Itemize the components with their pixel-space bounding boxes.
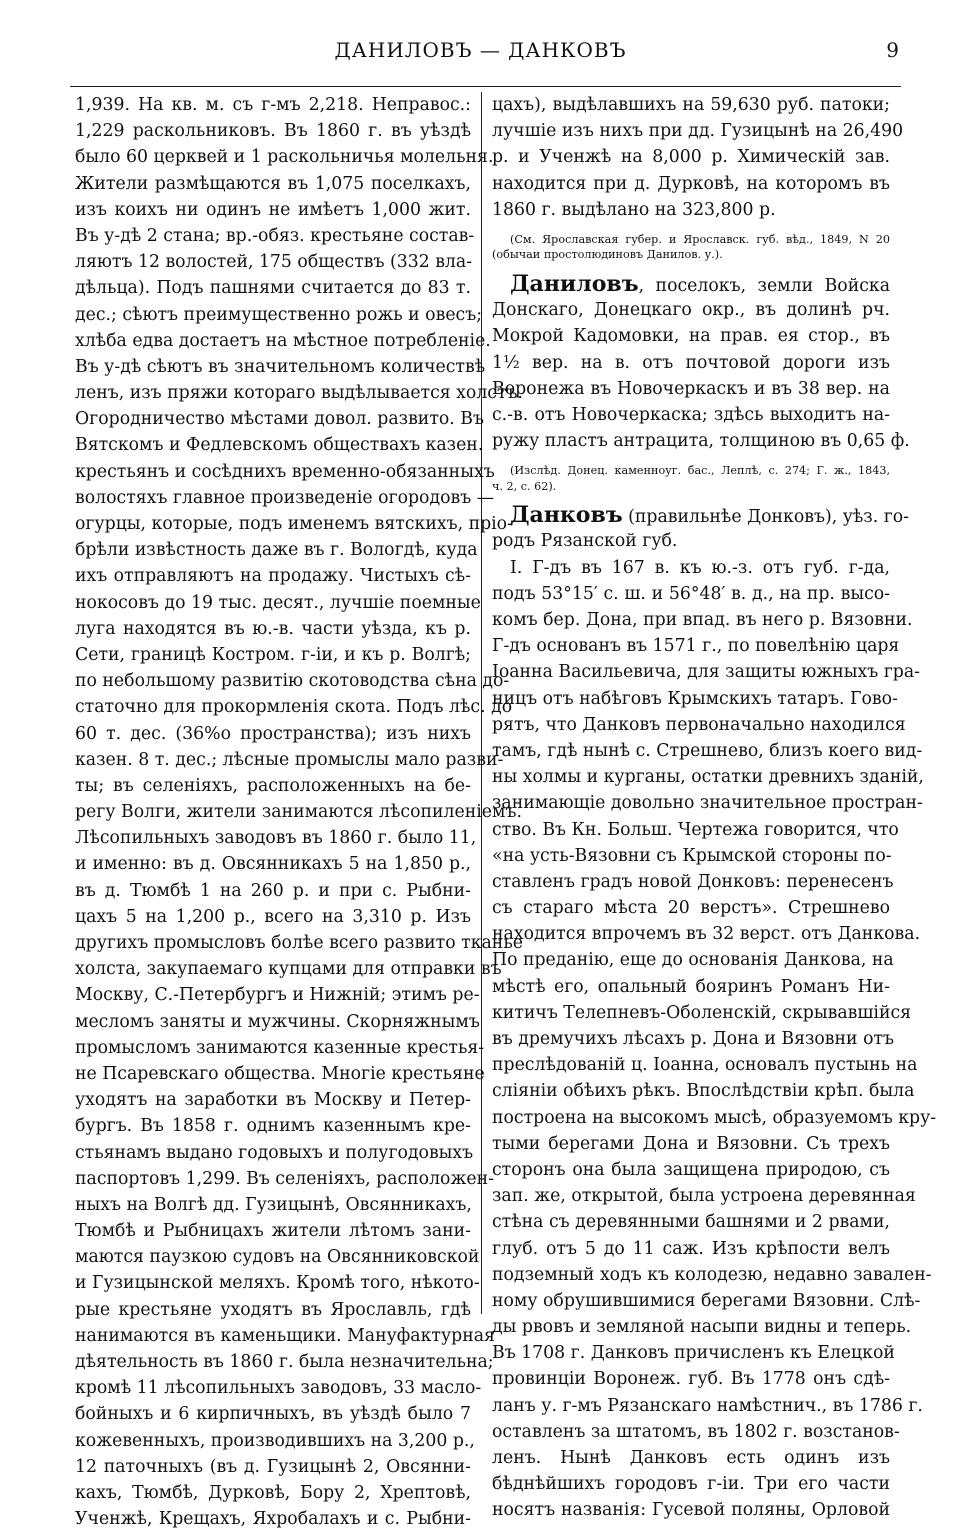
- source-reference: (Изслѣд. Донец. каменноуг. бас., Леплѣ, с. 274; Г. ж., 1843,: [510, 464, 890, 478]
- text-line: статочно для прокормленія скота. Подъ лѣс. до: [75, 697, 513, 718]
- text-line: находится при д. Дурковѣ, на которомъ въ: [492, 173, 890, 194]
- text-line: Въ у-дѣ 2 стана; вр.-обяз. крестьяне состав-: [75, 225, 475, 246]
- entry-heading-line: [492, 502, 910, 529]
- text-line: носятъ названія: Гусевой поляны, Орловой: [492, 1500, 890, 1521]
- text-line: Огородничество мѣстами довол. развито. Въ: [75, 409, 484, 430]
- text-line: тыми берегами Дона и Вязовни. Съ трехъ: [492, 1133, 890, 1154]
- text-line: съ стараго мѣста 20 верстъ». Стрешнево: [492, 898, 890, 919]
- text-line: глуб. отъ 5 до 11 саж. Изъ крѣпости велъ: [492, 1238, 890, 1259]
- text-line: По преданію, еще до основанія Данкова, на: [492, 950, 894, 971]
- text-line: Іоанна Васильевича, для защиты южныхъ гра-: [492, 662, 920, 683]
- text-line: уходятъ на заработки въ Москву и Петер-: [75, 1090, 471, 1111]
- text-line: ихъ отправляютъ на продажу. Чистыхъ сѣ-: [75, 566, 471, 587]
- text-line: ланъ у. г-мъ Рязанскаго намѣстнич., въ 1786 г.: [492, 1395, 923, 1416]
- text-line: лучшіе изъ нихъ при дд. Гузицынѣ на 26,490: [492, 121, 904, 142]
- text-line: въ д. Тюмбѣ 1 на 260 р. и при с. Рыбни-: [75, 880, 471, 901]
- text-line: провинціи Воронеж. губ. Въ 1778 онъ сдѣ-: [492, 1369, 890, 1390]
- entry-headword: Данковъ: [510, 502, 623, 529]
- text-line: кахъ, Тюмбѣ, Дурковѣ, Бору 2, Хрептовѣ,: [75, 1482, 471, 1503]
- text-line: подземный ходъ къ колодезю, недавно завален-: [492, 1264, 932, 1285]
- text-line: цахъ 5 на 1,200 р., всего на 3,310 р. Изъ: [75, 906, 471, 927]
- text-line: занимающіе довольно значительное простран-: [492, 793, 923, 814]
- text-line: и именно: въ д. Овсянникахъ 5 на 1,850 р.,: [75, 854, 471, 875]
- text-line: находится впрочемъ въ 32 верст. отъ Данкова.: [492, 924, 921, 945]
- text-line: подъ 53°15′ с. ш. и 56°48′ в. д., на пр. высо-: [492, 583, 890, 604]
- text-line: крестьянъ и сосѣднихъ временно-обязанныхъ: [75, 461, 495, 482]
- text-line: 60 т. дес. (36%о пространства); изъ нихъ: [75, 723, 471, 744]
- text-line: ныхъ на Волгѣ дд. Гузицынѣ, Овсянникахъ,: [75, 1194, 472, 1215]
- text-line: нанимаются въ каменьщики. Мануфактурная: [75, 1325, 495, 1346]
- text-line: не Псаревскаго общества. Многіе крестьяне: [75, 1063, 485, 1084]
- text-line: другихъ промысловъ болѣе всего развито тканье: [75, 933, 523, 953]
- text-line: 1,229 раскольниковъ. Въ 1860 г. въ уѣздѣ: [75, 121, 471, 142]
- right-column: [492, 92, 937, 1524]
- running-title: ДАНИЛОВЪ — ДАНКОВЪ: [334, 38, 627, 62]
- text-line: I. Г-дъ въ 167 в. къ ю.-з. отъ губ. г-да,: [510, 557, 890, 578]
- source-reference: (См. Ярославская губер. и Ярославск. губ. вѣд., 1849, N 20: [510, 232, 890, 246]
- text-line: рятъ, что Данковъ первоначально находился: [492, 714, 906, 735]
- text-line: 1,939. На кв. м. съ г-мъ 2,218. Неправос.:: [75, 95, 471, 115]
- text-line: Ученжѣ, Крещахъ, Яхробалахъ и с. Рыбни-: [75, 1509, 471, 1530]
- text-line: ленъ, изъ пряжи котораго выдѣлывается холстъ.: [75, 383, 524, 404]
- entry-headword: Даниловъ: [510, 270, 639, 297]
- text-line: въ дремучихъ лѣсахъ р. Дона и Вязовни отъ: [492, 1029, 895, 1049]
- text-line: 1860 г. выдѣлано на 323,800 р.: [492, 199, 776, 220]
- text-line: кромѣ 11 лѣсопильныхъ заводовъ, 33 масло-: [75, 1378, 482, 1399]
- text-line: Москву, С.-Петербургъ и Нижній; этимъ ре-: [75, 985, 480, 1006]
- text-line: ному обрушившимися берегами Вязовни. Слѣ-: [492, 1290, 921, 1311]
- page-header: [0, 38, 961, 70]
- text-line: волостяхъ главное произведеніе огородовъ —: [75, 487, 494, 508]
- page-number: 9: [886, 38, 899, 62]
- text-line: бургъ. Въ 1858 г. однимъ казеннымъ кре-: [75, 1116, 471, 1137]
- text-line: ставленъ градъ новой Донковъ: перенесенъ: [492, 871, 894, 892]
- text-line: ды рвовъ и земляной насыпи видны и теперь.: [492, 1317, 912, 1338]
- text-line: и Гузицынской меляхъ. Кромѣ того, нѣкото-: [75, 1273, 480, 1294]
- header-rule: [70, 86, 901, 87]
- text-line: дѣятельность въ 1860 г. была незначительна;: [75, 1352, 494, 1372]
- text-line: «на усть-Вязовни съ Крымской стороны по-: [492, 845, 892, 866]
- text-line: стѣна съ деревянными башнями и 2 рвами,: [492, 1212, 890, 1233]
- text-line: было 60 церквей и 1 раскольничья молельня.: [75, 147, 494, 168]
- text-line: преслѣдованій ц. Іоанна, основалъ пустынь на: [492, 1055, 918, 1076]
- entry-heading-rest: (правильнѣе Донковъ), уѣз. го-: [628, 507, 910, 528]
- text-line: промысломъ занимаются казенные крестья-: [75, 1037, 485, 1058]
- text-line: месломъ заняты и мужчины. Скорняжнымъ: [75, 1011, 480, 1032]
- text-line: ты; въ селеніяхъ, расположенныхъ на бе-: [75, 775, 471, 796]
- text-line: Тюмбѣ и Рыбницахъ жители лѣтомъ зани-: [75, 1221, 471, 1242]
- text-line: Жители размѣщаются въ 1,075 поселкахъ,: [75, 173, 471, 194]
- text-line: Воронежа въ Новочеркаскъ и въ 38 вер. на: [492, 378, 890, 399]
- text-line: Въ 1708 г. Данковъ причисленъ къ Елецкой: [492, 1343, 895, 1364]
- text-line: казен. 8 т. дес.; лѣсные промыслы мало разви-: [75, 749, 504, 770]
- text-line: хлѣба едва достаетъ на мѣстное потребленіе.: [75, 330, 491, 351]
- text-line: оставленъ за штатомъ, въ 1802 г. возстанов-: [492, 1421, 900, 1442]
- entry-heading-line: [492, 271, 890, 297]
- text-line: ленъ. Нынѣ Данковъ есть одинъ изъ: [492, 1448, 890, 1468]
- text-line: тамъ, гдѣ нынѣ с. Стрешнево, близъ коего вид-: [492, 740, 923, 761]
- text-line: комъ бер. Дона, при впад. въ него р. Вязовни.: [492, 610, 913, 630]
- text-line: цахъ), выдѣлавшихъ на 59,630 руб. патоки;: [492, 95, 890, 115]
- text-line: ружу пластъ антрацита, толщиною въ 0,65 ф.: [492, 431, 910, 452]
- text-line: построена на высокомъ мысѣ, образуемомъ кру-: [492, 1107, 937, 1128]
- text-line: Донскаго, Донецкаго окр., въ долинѣ рч.: [492, 300, 890, 321]
- text-line: стьянамъ выдано годовыхъ и полугодовыхъ: [75, 1142, 474, 1163]
- text-line: паспортовъ 1,299. Въ селеніяхъ, расположен-: [75, 1168, 494, 1189]
- text-line: сторонъ она была защищена природою, съ: [492, 1159, 890, 1180]
- text-line: Г-дъ основанъ въ 1571 г., по повелѣнію царя: [492, 636, 900, 657]
- text-line: брѣли извѣстность даже въ г. Вологдѣ, куда: [75, 540, 478, 561]
- text-line: холста, закупаемаго купцами для отправки въ: [75, 959, 502, 980]
- text-line: 12 паточныхъ (въ д. Гузицынѣ 2, Овсянни-: [75, 1456, 471, 1477]
- text-line: рые крестьяне уходятъ въ Ярославль, гдѣ: [75, 1299, 471, 1320]
- left-column: [75, 92, 524, 1532]
- text-line: родъ Рязанской губ.: [492, 531, 678, 552]
- source-reference: (обычаи простолюдиновъ Данилов. у.).: [492, 248, 723, 262]
- entry-heading-rest: , поселокъ, земли Войска: [638, 275, 890, 296]
- text-line: 1½ вер. на в. отъ почтовой дороги изъ: [492, 352, 890, 373]
- text-line: бѣднѣйшихъ городовъ г-іи. Три его части: [492, 1474, 890, 1495]
- text-line: китичъ Телепневъ-Оболенскій, скрывавшійся: [492, 1002, 912, 1023]
- text-line: ляютъ 12 волостей, 175 обществъ (332 вла-: [75, 252, 473, 273]
- text-line: луга находятся въ ю.-в. части уѣзда, къ р.: [75, 618, 471, 639]
- text-line: Лѣсопильныхъ заводовъ въ 1860 г. было 11,: [75, 828, 477, 849]
- text-line: кожевенныхъ, производившихъ на 3,200 р.,: [75, 1430, 475, 1451]
- text-line: ны холмы и курганы, остатки древнихъ зданій,: [492, 767, 924, 788]
- text-line: ство. Въ Кн. Больш. Чертежа говорится, что: [492, 819, 899, 840]
- text-line: по небольшому развитію скотоводства сѣна до-: [75, 671, 510, 692]
- text-line: Вятскомъ и Федлевскомъ обществахъ казен.: [75, 435, 484, 456]
- text-line: регу Волги, жители занимаются лѣсопиленіемъ.: [75, 802, 522, 823]
- text-line: Мокрой Кадомовки, на прав. ея стор., въ: [492, 326, 890, 347]
- text-line: ницъ отъ набѣговъ Крымскихъ татаръ. Гово-: [492, 688, 898, 709]
- text-line: сліяніи обѣихъ рѣкъ. Впослѣдствіи крѣп. была: [492, 1081, 915, 1102]
- source-reference: ч. 2, с. 62).: [492, 479, 557, 493]
- text-line: дес.; сѣютъ преимущественно рожь и овесъ;: [75, 304, 483, 325]
- text-line: с.-в. отъ Новочеркаска; здѣсь выходитъ на-: [492, 404, 890, 425]
- text-line: нокосовъ до 19 тыс. десят., лучшіе поемные: [75, 592, 481, 613]
- text-line: дѣльца). Подъ пашнями считается до 83 т.: [75, 278, 471, 299]
- text-line: огурцы, которые, подъ именемъ вятскихъ, пріо-: [75, 514, 513, 534]
- text-line: Сети, границѣ Костром. г-іи, и къ р. Волгѣ;: [75, 644, 471, 665]
- text-line: маются паузкою судовъ на Овсянниковской: [75, 1247, 480, 1268]
- text-line: бойныхъ и 6 кирпичныхъ, въ уѣздѣ было 7: [75, 1404, 471, 1425]
- text-line: зап. же, открытой, была устроена деревянная: [492, 1186, 916, 1207]
- text-line: Въ у-дѣ сѣютъ въ значительномъ количествѣ: [75, 356, 486, 377]
- text-line: изъ коихъ ни одинъ не имѣетъ 1,000 жит.: [75, 199, 471, 220]
- text-line: мѣстѣ его, опальный бояринъ Романъ Ни-: [492, 976, 890, 997]
- text-line: р. и Ученжѣ на 8,000 р. Химическій зав.: [492, 147, 890, 168]
